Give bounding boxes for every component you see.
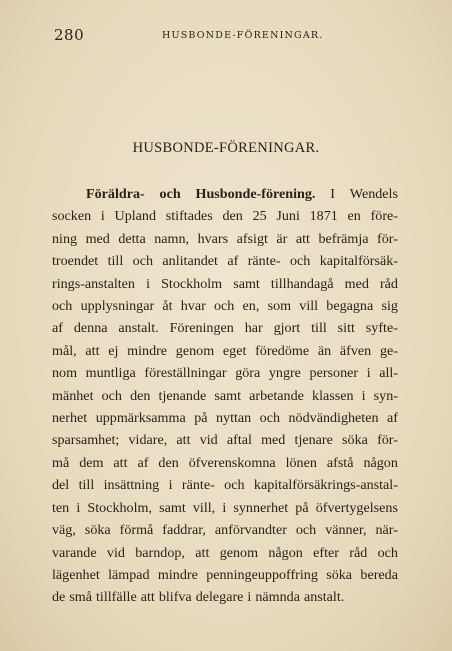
word: öfverenskomna — [188, 454, 276, 471]
word: af — [52, 320, 63, 337]
word: söka — [342, 432, 368, 449]
text-line — [52, 317, 398, 339]
word: Föräldra- — [86, 186, 145, 202]
word: ränte- — [247, 253, 281, 270]
word: namn, — [154, 230, 190, 247]
word: samt — [214, 387, 242, 404]
word: och — [289, 253, 311, 270]
page-header — [54, 26, 400, 42]
word: att — [140, 589, 155, 606]
word: sig — [381, 298, 398, 315]
word: af — [227, 253, 239, 270]
word: denna — [73, 320, 108, 337]
word: och — [295, 522, 317, 539]
word: öfvertygelsens — [315, 499, 398, 516]
word: vidare, — [128, 432, 168, 449]
word: tillfälle — [96, 589, 137, 606]
word: förmå — [119, 522, 154, 539]
word: råd — [379, 275, 398, 292]
text-line — [52, 228, 398, 250]
word: anlitandet — [162, 253, 218, 270]
word: kapitalförsäk- — [319, 253, 398, 270]
word: del — [52, 477, 70, 494]
word: än — [317, 342, 332, 359]
word: råd — [349, 544, 368, 561]
word: muntliga — [85, 365, 136, 382]
word: till — [311, 320, 327, 337]
word: upplysningar — [80, 298, 155, 315]
word: penningeuppoffring — [206, 566, 318, 583]
word: ning — [52, 230, 78, 247]
word: 25 — [252, 208, 267, 225]
page-number: 280 — [54, 26, 85, 44]
word: för- — [377, 230, 398, 247]
word: Juni — [276, 208, 300, 225]
word: i — [361, 387, 366, 404]
word: som — [267, 298, 292, 315]
word: afsigt — [236, 230, 268, 247]
word: föredöme — [255, 342, 310, 359]
word: före- — [370, 208, 398, 225]
word: mindre — [157, 566, 198, 583]
word: bereda — [360, 566, 398, 583]
word: när- — [375, 522, 398, 539]
word: för- — [377, 432, 398, 449]
word: vid — [106, 544, 125, 561]
word: äfven — [339, 342, 372, 359]
word: yngre — [268, 365, 301, 382]
word: ej — [108, 342, 119, 359]
word: syn- — [373, 387, 398, 404]
word: lönen — [285, 454, 317, 471]
word: vänner, — [325, 522, 367, 539]
word: söka — [84, 522, 111, 539]
word: att — [195, 544, 210, 561]
text-line — [52, 250, 398, 272]
word: åt — [162, 298, 173, 315]
word: en, — [242, 298, 260, 315]
word: genom — [219, 544, 259, 561]
word: 1871 — [309, 208, 338, 225]
word: och — [52, 298, 73, 315]
word: ge- — [379, 342, 398, 359]
word: Stockholm, — [87, 499, 152, 516]
word: anstalt. — [118, 320, 159, 337]
word: den — [222, 208, 243, 225]
word: befrämja — [318, 230, 369, 247]
word: i — [247, 589, 252, 606]
text-line — [52, 497, 398, 519]
word: lägenhet — [52, 566, 100, 583]
word: nerhet — [52, 410, 88, 427]
text-line — [52, 474, 398, 496]
word: med — [344, 275, 369, 292]
word: med — [85, 230, 110, 247]
text-line — [52, 362, 398, 384]
word: af — [137, 454, 149, 471]
word: hvar — [180, 298, 206, 315]
word: troendet — [52, 253, 99, 270]
word: söka — [326, 566, 353, 583]
word: har — [244, 320, 263, 337]
word: den — [130, 387, 151, 404]
word: nödvändigheten — [288, 410, 379, 427]
word: samt — [233, 275, 260, 292]
word: i — [168, 477, 173, 494]
word: och — [213, 298, 235, 315]
word: anförvandter — [214, 522, 287, 539]
word: arbetande — [249, 387, 304, 404]
word: och — [224, 477, 245, 494]
word: göra — [235, 365, 261, 382]
word: någon — [363, 454, 398, 471]
word: vid — [199, 432, 218, 449]
word: personer — [309, 365, 359, 382]
word: klassen — [312, 387, 354, 404]
text-line — [52, 452, 398, 474]
word: detta — [118, 230, 146, 247]
word: uppmärksamma — [95, 410, 186, 427]
word: i — [100, 208, 105, 225]
word: stiftades — [165, 208, 213, 225]
word: väg, — [52, 522, 76, 539]
text-line — [52, 519, 398, 541]
word: all- — [379, 365, 398, 382]
word: och — [377, 544, 398, 561]
word: och — [259, 410, 281, 427]
word: Wendels — [349, 186, 398, 202]
word: gjort — [273, 320, 301, 337]
word: mindre — [127, 342, 168, 359]
word: vill, — [192, 499, 216, 516]
word: en — [347, 208, 361, 225]
word: nom — [52, 365, 78, 382]
text-line — [52, 429, 398, 451]
word: delegare — [195, 589, 244, 606]
text-line — [52, 295, 398, 317]
word: insättning — [103, 477, 160, 494]
word: nämnda — [255, 589, 300, 606]
word: hvars — [197, 230, 229, 247]
word: nyttan — [215, 410, 252, 427]
word: aftal — [226, 432, 252, 449]
word: och — [159, 186, 181, 202]
word: Husbonde-förening. — [195, 186, 316, 202]
word: socken — [52, 208, 92, 225]
text-line — [52, 542, 398, 564]
word: kapitalförsäkrings-anstal- — [253, 477, 398, 494]
word: till — [78, 477, 95, 494]
word: sitt — [337, 320, 355, 337]
word: vill — [299, 298, 319, 315]
word: i — [76, 499, 81, 516]
word: att — [113, 454, 128, 471]
word: varande — [52, 544, 97, 561]
text-line — [52, 183, 398, 205]
word: den — [158, 454, 179, 471]
word: begagna — [326, 298, 374, 315]
word: Upland — [114, 208, 157, 225]
word: genom — [175, 342, 215, 359]
word: ten — [52, 499, 70, 516]
text-line — [52, 340, 398, 362]
word: i — [146, 275, 150, 292]
word: mål, — [52, 342, 77, 359]
word: på — [194, 410, 208, 427]
word: eget — [222, 342, 247, 359]
word: synnerhet — [233, 499, 289, 516]
word: i — [222, 499, 227, 516]
body-paragraph — [52, 183, 398, 609]
word: tillhandagå — [270, 275, 334, 292]
chapter-title: HUSBONDE-FÖRENINGAR. — [132, 140, 320, 156]
text-line — [52, 205, 398, 227]
word: syfte- — [365, 320, 398, 337]
word: samt — [159, 499, 186, 516]
word: barndop, — [135, 544, 185, 561]
word: Föreningen — [169, 320, 234, 337]
word: Stockholm — [161, 275, 223, 292]
word: sparsamhet; — [52, 432, 120, 449]
word: må — [52, 454, 70, 471]
text-line — [52, 385, 398, 407]
word: afstå — [326, 454, 354, 471]
word: faddrar, — [162, 522, 206, 539]
word: ränte- — [181, 477, 215, 494]
text-line — [52, 586, 398, 608]
word: föreställningar — [144, 365, 227, 382]
word: dem — [79, 454, 104, 471]
word: och — [101, 387, 122, 404]
word: I — [330, 186, 335, 202]
word: blifva — [158, 589, 192, 606]
word: anstalt. — [303, 589, 345, 606]
word: tjenare — [294, 432, 333, 449]
word: efter — [313, 544, 339, 561]
word: på — [295, 499, 309, 516]
word: mänhet — [52, 387, 94, 404]
running-head: HUSBONDE-FÖRENINGAR. — [162, 30, 324, 41]
text-line — [52, 564, 398, 586]
word: att — [176, 432, 191, 449]
word: lämpad — [108, 566, 150, 583]
word: små — [69, 589, 93, 606]
text-line — [52, 273, 398, 295]
word: att — [295, 230, 310, 247]
word: någon — [268, 544, 303, 561]
word: af — [387, 410, 398, 427]
word: och — [132, 253, 153, 270]
word: att — [85, 342, 100, 359]
word: rings-anstalten — [52, 275, 135, 292]
word: i — [366, 365, 371, 382]
word: är — [276, 230, 288, 247]
word: tjenande — [158, 387, 207, 404]
word: till — [107, 253, 124, 270]
word: de — [52, 589, 66, 606]
text-line — [52, 407, 398, 429]
word: med — [261, 432, 286, 449]
